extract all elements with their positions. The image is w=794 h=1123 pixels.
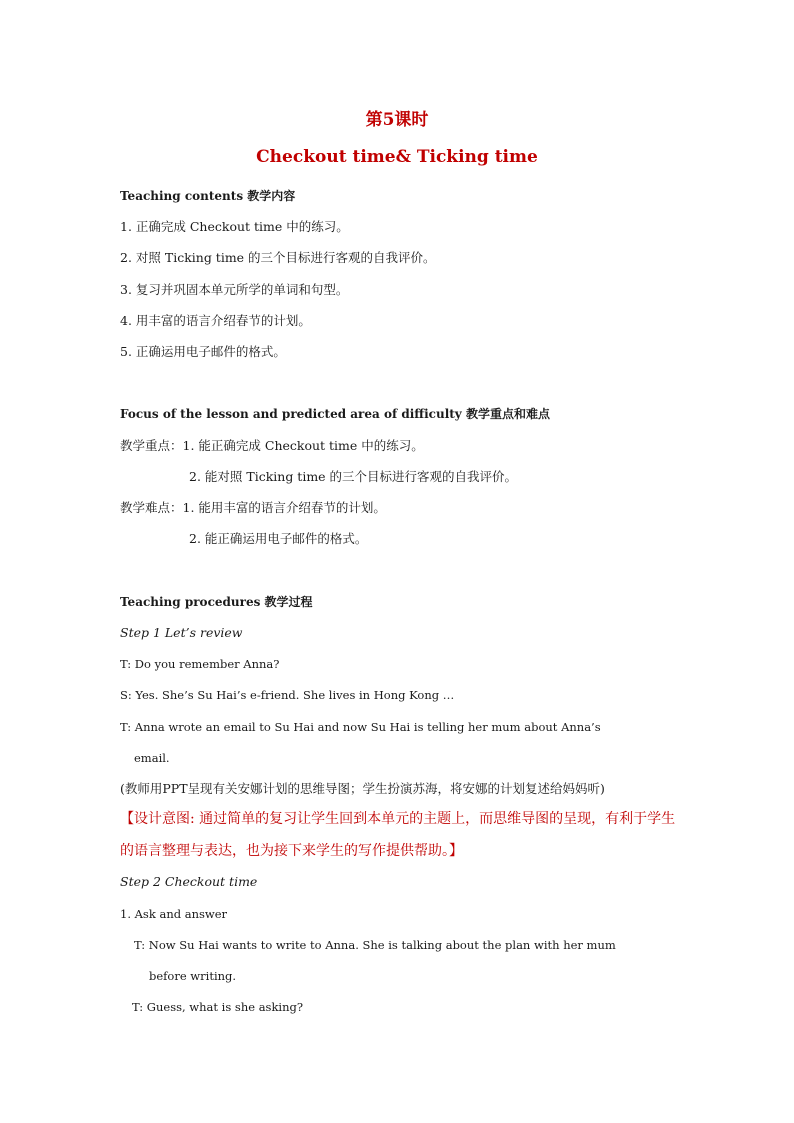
teaching-contents-heading: Teaching contents 教学内容 — [120, 189, 296, 203]
contents-item-4: 4. 用丰富的语言介绍春节的计划。 — [120, 313, 311, 328]
focus-heading: Focus of the lesson and predicted area of difficulty 教学重点和难点 — [120, 407, 550, 421]
teacher-note: (教师用PPT呈现有关安娜计划的思维导图；学生扮演苏海，将安娜的计划复述给妈妈听) — [120, 781, 605, 796]
ask-and-answer-heading: 1. Ask and answer — [120, 907, 228, 921]
focus-difficulty-1: 教学难点：1. 能用丰富的语言介绍春节的计划。 — [120, 500, 386, 515]
procedures-heading: Teaching procedures 教学过程 — [120, 595, 313, 609]
lesson-number-title: 第5课时 — [365, 110, 429, 130]
dialogue-line: T: Guess, what is she asking? — [132, 1000, 304, 1014]
contents-item-5: 5. 正确运用电子邮件的格式。 — [120, 344, 286, 359]
focus-key-point-2: 2. 能对照 Ticking time 的三个目标进行客观的自我评价。 — [189, 469, 518, 484]
contents-item-3: 3. 复习并巩固本单元所学的单词和句型。 — [120, 282, 349, 297]
step2-heading: Step 2 Checkout time — [120, 874, 258, 889]
dialogue-line: S: Yes. She’s Su Hai’s e-friend. She lives in Hong Kong … — [120, 688, 455, 702]
focus-difficulty-2: 2. 能正确运用电子邮件的格式。 — [189, 531, 368, 546]
dialogue-line: T: Do you remember Anna? — [120, 657, 280, 671]
dialogue-line: before writing. — [149, 969, 237, 983]
contents-item-2: 2. 对照 Ticking time 的三个目标进行客观的自我评价。 — [120, 250, 436, 265]
dialogue-line: T: Now Su Hai wants to write to Anna. She is talking about the plan with her mum — [134, 938, 616, 952]
dialogue-line: email. — [134, 751, 170, 765]
step1-heading: Step 1 Let’s review — [120, 625, 243, 640]
dialogue-line: T: Anna wrote an email to Su Hai and now Su Hai is telling her mum about Anna’s — [120, 720, 601, 734]
design-intent-line-1: 【设计意图: 通过简单的复习让学生回到本单元的主题上，而思维导图的呈现，有利于学生 — [120, 811, 676, 827]
focus-key-point-1: 教学重点：1. 能正确完成 Checkout time 中的练习。 — [120, 438, 424, 453]
design-intent-line-2: 的语言整理与表达，也为接下来学生的写作提供帮助。】 — [120, 843, 463, 859]
contents-item-1: 1. 正确完成 Checkout time 中的练习。 — [120, 219, 349, 234]
lesson-english-title: Checkout time& Ticking time — [256, 147, 538, 167]
